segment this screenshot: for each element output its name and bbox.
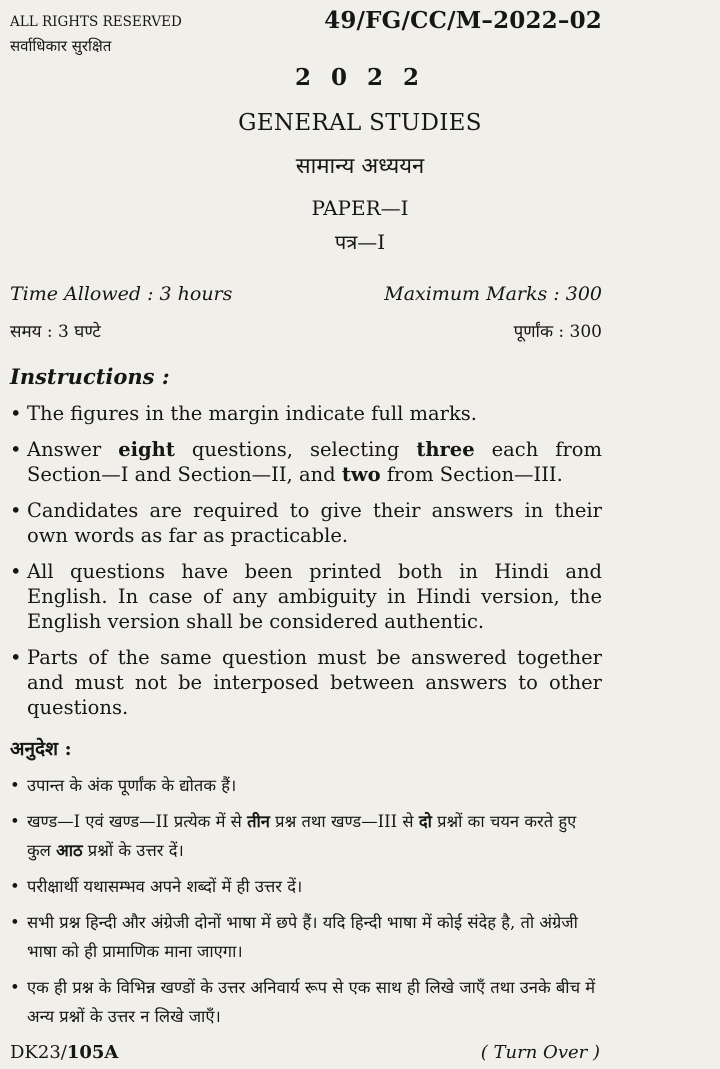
- maximum-marks-hi: पूर्णांक : 300: [513, 322, 602, 342]
- paper-code: 49/FG/CC/M–2022–02: [324, 7, 602, 34]
- exam-year: 2 0 2 2: [294, 64, 426, 91]
- instructions-heading-hi: अनुदेश :: [10, 738, 72, 760]
- rights-reserved-en: ALL RIGHTS RESERVED: [10, 14, 182, 30]
- instruction-item: • Candidates are required to give their answers in their own words as far as practicable.: [10, 498, 602, 548]
- instruction-item-hi: • एक ही प्रश्न के विभिन्न खण्डों के उत्तर अनिवार्य रूप से एक साथ ही लिखे जाएँ तथा उनके बीच में अन्य प्रश्नों के उत्तर न लिखे जाएँ।: [10, 973, 602, 1031]
- paper-number-en: PAPER—I: [311, 196, 409, 220]
- instructions-heading: Instructions :: [10, 364, 170, 389]
- instruction-item: • Answer eight questions, selecting three each from Section—I and Section—II, and two from Section—III.: [10, 437, 602, 487]
- time-allowed-en: Time Allowed : 3 hours: [10, 283, 233, 305]
- rights-reserved-hi: सर्वाधिकार सुरक्षित: [10, 37, 112, 55]
- instruction-item: • The figures in the margin indicate full marks.: [10, 401, 602, 426]
- subject-title-hi: सामान्य अध्ययन: [295, 154, 425, 179]
- instruction-item-hi: • सभी प्रश्न हिन्दी और अंग्रेजी दोनों भाषा में छपे हैं। यदि हिन्दी भाषा में कोई संदेह है, तो अंग्रेजी भाषा को ही प्रामाणिक माना जाएगा।: [10, 908, 602, 966]
- instruction-item-hi: • परीक्षार्थी यथासम्भव अपने शब्दों में ही उत्तर दें।: [10, 872, 602, 901]
- time-allowed-hi: समय : 3 घण्टे: [10, 322, 101, 342]
- turn-over-note: ( Turn Over ): [480, 1042, 600, 1063]
- instruction-item: • Parts of the same question must be answered together and must not be interposed between answers to other questions.: [10, 645, 602, 720]
- instruction-item-hi: • खण्ड—I एवं खण्ड—II प्रत्येक में से तीन प्रश्न तथा खण्ड—III से दो प्रश्नों का चयन करते हुए कुल आठ प्रश्नों के उत्तर दें।: [10, 807, 602, 865]
- instruction-item-hi: • उपान्त के अंक पूर्णांक के द्योतक हैं।: [10, 771, 602, 800]
- instruction-item: • All questions have been printed both in Hindi and English. In case of any ambiguity in Hindi version, the English version shall be considered authentic.: [10, 559, 602, 634]
- maximum-marks-en: Maximum Marks : 300: [384, 283, 602, 305]
- booklet-code: DK23/105A: [10, 1042, 119, 1063]
- subject-title-en: GENERAL STUDIES: [238, 110, 482, 136]
- instructions-list-en: [10, 401, 602, 731]
- instructions-list-hi: [10, 771, 602, 1038]
- paper-number-hi: पत्र—I: [334, 230, 386, 254]
